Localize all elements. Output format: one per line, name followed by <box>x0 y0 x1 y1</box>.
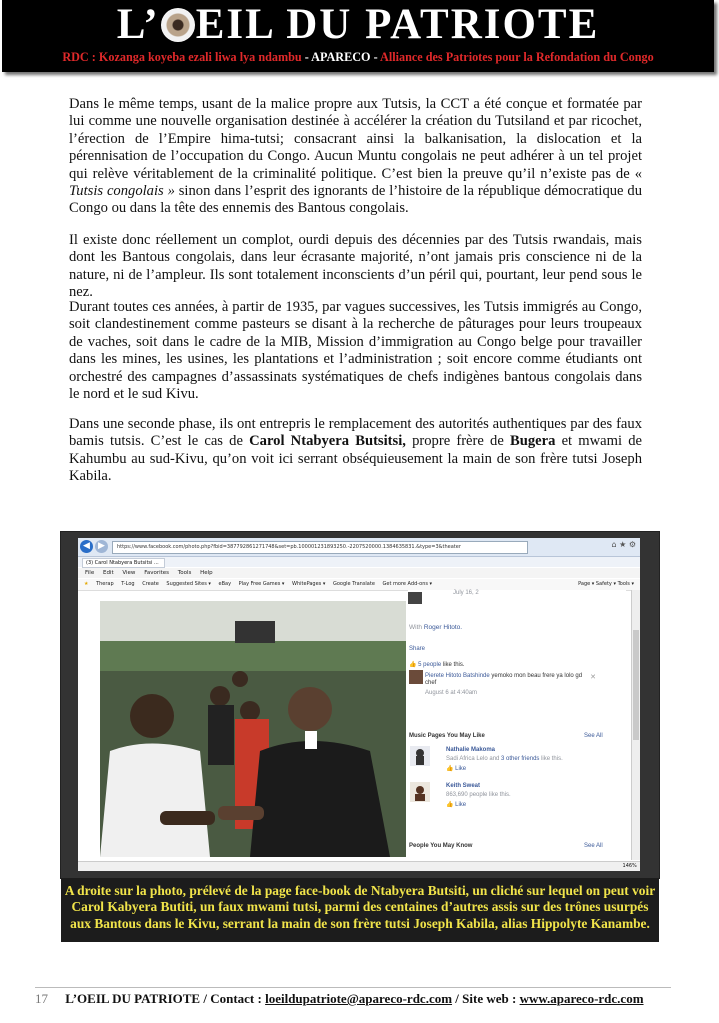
paragraph-1: Dans le même temps, usant de la malice propre aux Tutsis, la CCT a été conçue et formatée par lui comme une nouvelle organisation destinée à accélérer la création du Tutsiland et par ricochet, l’érection de l’Empire hima-tutsi; consacrant ainsi la balkanisation, la dislocation et la pérennisation de l’occupation du Congo. Aucun Muntu congolais ne peut adhérer à un tel projet qui relève véritablement de la criminalité politique. C’est bien la preuve qu’il n’existe pas de « Tutsis congolais » sinon dans l’esprit des ignorants de l’histoire de la république démocratique du Congo ou dans la tête des ennemis des Bantous congolais. <box>69 96 643 217</box>
favorites-star-icon[interactable]: ★ <box>84 581 89 587</box>
see-all-link[interactable]: See All <box>584 733 603 739</box>
fav-item[interactable]: WhitePages ▾ <box>292 581 326 587</box>
italic-phrase: Tutsis congolais » <box>69 183 175 200</box>
browser-tab[interactable]: (3) Carol Ntabyera Butsitsi ... <box>82 558 165 568</box>
paragraph-4: Dans une seconde phase, ils ont entrepris le remplacement des autorités authentiques par des faux bamis tutsis. C’est le cas de Carol Ntabyera Butsitsi, propre frère de Bugera et mwami de Kahumbu au sud-Kivu, qu’on voit ici serrant obséquieusement la main de son frère tutsi Joseph Kabila. <box>69 416 643 485</box>
artist2-name[interactable]: Keith Sweat <box>446 783 481 789</box>
with-name-link[interactable]: Roger Hitoto. <box>423 624 463 631</box>
likes-line: 👍 5 people like this. <box>409 662 465 668</box>
handshake-photo[interactable] <box>100 601 406 857</box>
bold-name-carol: Carol Ntabyera Butsitsi, <box>249 433 406 450</box>
fav-item[interactable]: T-Log <box>121 581 135 587</box>
artist2-like-button[interactable]: 👍 Like <box>446 802 467 808</box>
forward-arrow-icon[interactable]: ▶ <box>95 540 108 553</box>
address-bar-row <box>78 538 640 557</box>
masthead-title-suffix: EIL DU PATRIOTE <box>195 1 600 48</box>
with-line: With Roger Hitoto. <box>409 624 463 631</box>
zoom-level[interactable]: 146% <box>622 863 637 869</box>
artist2-info: 863,690 people like this. <box>446 792 511 798</box>
fav-item[interactable]: Play Free Games ▾ <box>238 581 285 587</box>
menu-bar <box>78 568 640 578</box>
paragraph-3: Durant toutes ces années, à partir de 1935, par vagues successives, les Tutsis immigrés au Congo, soit clandestinement comme pasteurs se disant à la recherche de pâturages pour leurs troupeaux de vaches, soit dans le cadre de la MIB, Mission d’immigration au Congo belge pour travailler dans les mines, les usines, les plantations et l’administration ; soit encore comme étudiants ont orchestré des campagnes d’assassinats systématiques de chefs indigènes bantous congolais dans le nord et le sud Kivu. <box>69 299 642 403</box>
close-icon[interactable]: ✕ <box>590 674 596 681</box>
footer-divider <box>35 987 671 988</box>
url-field[interactable]: https://www.facebook.com/photo.php?fbid=387792861271748&set=pb.100001231893250.-2207520000.1384635831.&type=3&theater <box>112 541 528 554</box>
facebook-screenshot <box>60 531 660 879</box>
artist1-name[interactable]: Nathalie Makoma <box>446 747 496 753</box>
menu-tools[interactable]: Tools <box>177 570 192 576</box>
masthead-title <box>2 1 714 49</box>
fav-item[interactable]: Google Translate <box>332 581 375 587</box>
paragraph-2: Il existe donc réellement un complot, ourdi depuis des décennies par des Tutsis rwandais, mais dont les Bantous congolais, dans leur écrasante majorité, n’ont jamais pris conscience ni de la nature, ni de l’ampleur. Ils sont totalement inconscients d’un péril qui, pourtant, leur pend sous le nez. <box>69 232 642 301</box>
menu-edit[interactable]: Edit <box>102 570 114 576</box>
music-pages-heading: Music Pages You May Like <box>409 733 485 739</box>
footer-separator: / Site web : <box>455 991 517 1006</box>
masthead-org-full: Alliance des Patriotes pour la Refondation du Congo <box>380 50 654 64</box>
photo-caption: A droite sur la photo, prélevé de la page face-book de Ntabyera Butsiti, un cliché sur lequel on peut voir Carol Kabyera Butiti, un faux mwami tutsi, parmi des centaines d’autres assis sur des trônes usurpés aux Bantous dans le Kivu, serrant la main de son frère tutsi Joseph Kabila, alias Hippolyte Kanambe. <box>61 878 659 942</box>
see-all-people-link[interactable]: See All <box>584 843 603 849</box>
footer-label: L’OEIL DU PATRIOTE / Contact : <box>65 991 262 1006</box>
back-arrow-icon[interactable]: ◀ <box>80 540 93 553</box>
photo-illustration <box>100 601 406 857</box>
artist1-info: Sadi Africa Lelo and 3 other friends like this. <box>446 756 563 762</box>
masthead-banner <box>2 0 714 72</box>
fav-item[interactable]: Suggested Sites ▾ <box>166 581 211 587</box>
browser-window <box>78 538 640 871</box>
comment: Pierete Hitoto Batshinde yemoko mon beau frere ya lolo gd chef <box>425 673 583 686</box>
artist1-like-button[interactable]: 👍 Like <box>446 766 467 772</box>
masthead-org: - APARECO - <box>304 50 378 64</box>
fav-item[interactable]: eBay <box>218 581 232 587</box>
facebook-side-panel: July 16, 2 With Roger Hitoto. Share 👍 5 people like this. Pierete Hitoto Batshinde yemoko mon beau frere ya lolo gd chef ✕ August 6 at 4:40am Music Pages You May Like See All Nathalie Makoma Sadi Africa Lelo and 3 other friends like this. 👍 Like Keith Sweat 863,690 people like this. 👍 Like People You May Know See All <box>408 590 626 855</box>
fav-item[interactable]: Therap <box>96 581 114 587</box>
profile-thumb[interactable] <box>408 592 422 604</box>
fav-item[interactable]: Get more Add-ons ▾ <box>382 581 433 587</box>
masthead-title-prefix: L’ <box>116 1 160 48</box>
menu-favorites[interactable]: Favorites <box>144 570 170 576</box>
status-bar <box>78 861 640 871</box>
contact-email-link[interactable]: loeildupatriote@apareco-rdc.com <box>265 991 453 1006</box>
website-link[interactable]: www.apareco-rdc.com <box>519 991 644 1006</box>
page-number: 17 <box>35 991 48 1006</box>
masthead-slogan: RDC : Kozanga koyeba ezali liwa lya ndambu <box>62 50 302 64</box>
fav-item[interactable]: Create <box>142 581 159 587</box>
artist2-thumb[interactable] <box>410 782 430 802</box>
command-bar[interactable]: Page ▾ Safety ▾ Tools ▾ <box>578 581 634 587</box>
menu-help[interactable]: Help <box>200 570 213 576</box>
artist2-image <box>410 782 430 802</box>
people-heading: People You May Know <box>409 843 473 849</box>
bold-name-bugera: Bugera <box>510 433 556 450</box>
thumbs-up-icon: 👍 <box>409 662 417 668</box>
footer <box>35 990 685 1008</box>
tab-strip <box>78 557 640 567</box>
menu-view[interactable]: View <box>122 570 136 576</box>
menu-file[interactable]: File <box>85 570 95 576</box>
window-controls: ⌂ ★ ⚙ <box>611 540 636 549</box>
artist1-image <box>410 746 430 766</box>
masthead-subtitle <box>2 50 714 65</box>
scrollbar[interactable] <box>631 590 640 860</box>
eye-logo-icon <box>161 8 195 42</box>
scroll-thumb[interactable] <box>633 630 639 740</box>
share-link[interactable]: Share <box>409 646 426 652</box>
commenter-avatar[interactable] <box>409 670 423 684</box>
artist1-thumb[interactable] <box>410 746 430 766</box>
